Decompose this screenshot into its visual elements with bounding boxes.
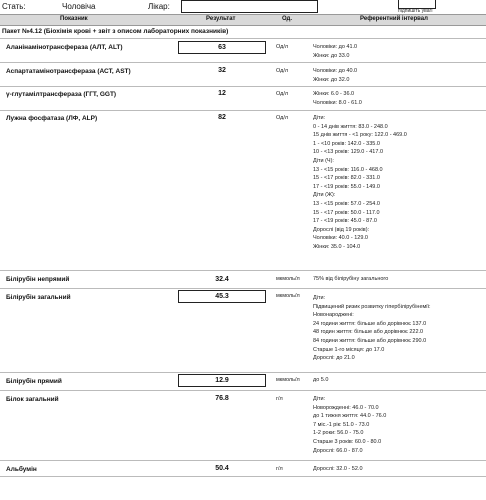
row-result-bili-indirect: 32.4 — [215, 276, 229, 283]
row-divider — [0, 38, 486, 39]
row-result-ast: 32 — [218, 67, 226, 74]
row-unit-alp: Од/л — [276, 115, 289, 121]
row-name-ast: Аспартатамінотрансфераза (АСТ, AST) — [6, 68, 131, 75]
row-ref-albumin: Дорослі: 32.0 - 52.0 — [313, 466, 363, 472]
row-ref-bili-indirect: 75% від білірубіну загального — [313, 276, 389, 282]
row-name-protein: Білок загальний — [6, 396, 59, 403]
row-unit-albumin: г/л — [276, 466, 283, 472]
row-divider — [0, 86, 486, 87]
row-divider — [0, 390, 486, 391]
row-unit-protein: г/л — [276, 396, 283, 402]
row-divider — [0, 288, 486, 289]
row-result-bili-direct: 12.9 — [178, 374, 266, 387]
row-name-alt: Аланінамінотрансфераза (АЛТ, ALT) — [6, 44, 123, 51]
row-divider — [0, 110, 486, 111]
row-ref-protein: Діти: Новорожденні: 46.0 - 70.0 до 1 тижня життя: 44.0 - 76.0 7 міс.-1 рік: 51.0 - 73.0 1-2 роки: 56.0 - 75.0 Старше 3 років: 60.0 - 80.0 Дорослі: 66.0 - 87.0 — [313, 396, 387, 454]
row-result-alt: 63 — [178, 41, 266, 54]
col-unit-header: Од. — [282, 16, 292, 22]
packet-title: Пакет №4.12 (Біохімія крові + звіт з описом лабораторних показників) — [2, 28, 229, 35]
row-ref-ast: Чоловіки: до 40.0 Жінки: до 32.0 — [313, 68, 358, 83]
row-result-albumin: 50.4 — [215, 465, 229, 472]
row-divider — [0, 460, 486, 461]
col-result-header: Результат — [206, 16, 236, 22]
row-unit-ast: Од/л — [276, 68, 289, 74]
row-unit-ggt: Од/л — [276, 91, 289, 97]
row-unit-bili-direct: мкмоль/л — [276, 377, 300, 383]
row-ref-bili-direct: до 5.0 — [313, 377, 329, 383]
row-divider — [0, 372, 486, 373]
table-header — [0, 14, 486, 26]
row-name-alp: Лужна фосфатаза (ЛФ, ALP) — [6, 115, 98, 122]
row-ref-alt: Чоловіки: до 41.0 Жінки: до 33.0 — [313, 44, 358, 59]
doctor-label: Лікар: — [148, 2, 170, 11]
row-name-bili-total: Білірубін загальний — [6, 294, 71, 301]
sex-value: Чоловіча — [62, 2, 96, 11]
row-divider — [0, 62, 486, 63]
row-unit-bili-indirect: мкмоль/л — [276, 276, 300, 282]
row-unit-alt: Од/л — [276, 44, 289, 50]
row-result-ggt: 12 — [218, 90, 226, 97]
col-name-header: Показник — [60, 16, 88, 22]
row-name-bili-indirect: Білірубін непрямий — [6, 276, 70, 283]
row-name-ggt: γ-глутамілтрансфераза (ГГТ, GGT) — [6, 91, 117, 98]
signature-note: підпишіть увагі — [398, 8, 433, 14]
col-ref-header: Референтний інтервал — [360, 16, 428, 22]
sex-label: Стать: — [2, 2, 26, 11]
doctor-field — [181, 0, 318, 13]
row-ref-ggt: Жінки: 6.0 - 36.0 Чоловіки: 8.0 - 61.0 — [313, 91, 362, 106]
row-name-bili-direct: Білірубін прямий — [6, 378, 62, 385]
row-name-albumin: Альбумін — [6, 466, 37, 473]
row-ref-bili-total: Діти: Підвищений ризик розвитку гіпербілірубінемії: Новонароджені: 24 години життя: більше або дорівнює 137.0 48 годин життя: більше або дорівнює 222.0 84 години життя: більше або дорівнює 290.0 Старше 1-го місяця: до 17.0 Дорослі: до 21.0 — [313, 295, 431, 362]
row-result-alp: 82 — [218, 114, 226, 121]
row-result-protein: 76.8 — [215, 395, 229, 402]
row-divider — [0, 270, 486, 271]
row-divider — [0, 476, 486, 477]
row-ref-alp: Діти: 0 - 14 днів життя: 83.0 - 248.0 15 днів життя - <1 року: 122.0 - 469.0 1 - <10 років: 142.0 - 335.0 10 - <13 років: 129.0 - 417.0 Діти (Ч): 13 - <15 років: 116.0 - 468.0 15 - <17 років: 82.0 - 331.0 17 - <19 років: 55.0 - 149.0 Діти (Ж): 13 - <15 років: 57.0 - 254.0 15 - <17 років: 50.0 - 117.0 17 - <19 років: 45.0 - 87.0 Дорослі (від 19 років): Чоловіки: 40.0 - 129.0 Жінки: 35.0 - 104.0 — [313, 115, 407, 250]
row-unit-bili-total: мкмоль/л — [276, 293, 300, 299]
row-result-bili-total: 45.3 — [178, 290, 266, 303]
